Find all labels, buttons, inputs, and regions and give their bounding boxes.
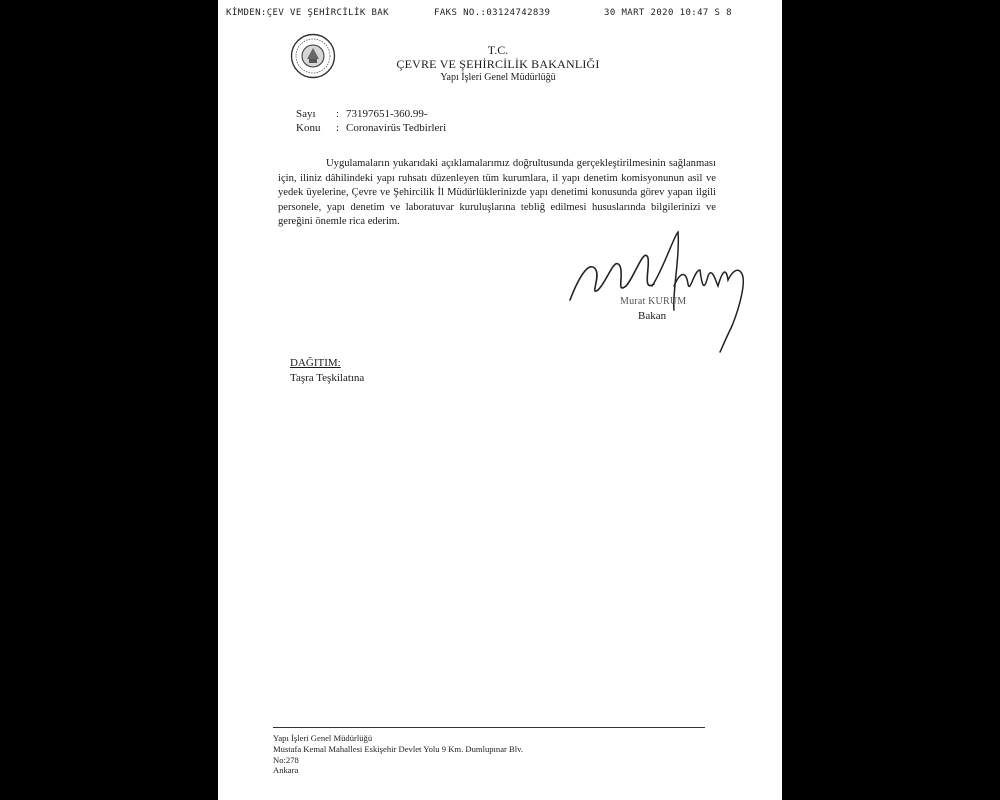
ministry-letterhead	[368, 44, 628, 84]
sayi-value: 73197651-360.99-	[346, 108, 428, 120]
footer-line-city: Ankara	[273, 765, 299, 776]
document-meta	[296, 107, 446, 135]
sayi-separator: :	[336, 108, 340, 120]
ministry-name: ÇEVRE VE ŞEHİRCİLİK BAKANLIĞI	[396, 57, 600, 71]
distribution-item: Taşra Teşkilatına	[290, 372, 365, 384]
distribution-title: DAĞITIM:	[290, 357, 341, 369]
konu-separator: :	[336, 122, 340, 134]
footer-address	[273, 733, 523, 776]
konu-value: Coronavirüs Tedbirleri	[346, 122, 447, 134]
fax-from: KİMDEN:ÇEV VE ŞEHİRCİLİK BAK	[226, 8, 389, 18]
handwritten-signature	[562, 226, 756, 358]
distribution-block	[290, 356, 364, 386]
konu-label: Konu	[296, 122, 321, 134]
sayi-row	[296, 107, 446, 121]
tc-heading: T.C.	[487, 43, 509, 57]
fax-header	[226, 8, 774, 22]
footer-line-department: Yapı İşleri Genel Müdürlüğü	[273, 733, 373, 743]
fax-number: FAKS NO.:03124742839	[434, 8, 551, 18]
konu-row	[296, 121, 446, 135]
footer-line-street: Mustafa Kemal Mahallesi Eskişehir Devlet Yolu 9 Km. Dumlupınar Blv.	[273, 743, 524, 754]
footer-line-number: No:278	[273, 754, 299, 765]
footer-divider	[273, 727, 705, 728]
document-page	[218, 0, 782, 800]
body-paragraph: Uygulamaların yukarıdaki açıklamalarımız doğrultusunda gerçekleştirilmesinin sağlanması için, iliniz dâhilindeki yapı ruhsatı düzenleyen tüm kurumlara, il yapı denetim komisyonunun asil ve yedek üyelerine, Çevre ve Şehircilik İl Müdürlüklerinizde yapı denetimi konusunda görev yapan ilgili personele, yapı denetim ve laboratuvar kuruluşlarına tebliğ edilmesi hususlarında bilgilerinizi ve gereğini önemle rica ederim.	[278, 158, 716, 227]
department-name: Yapı İşleri Genel Müdürlüğü	[440, 72, 556, 83]
sayi-label: Sayı	[296, 108, 316, 120]
fax-date-time: 30 MART 2020 10:47 S 8	[604, 8, 733, 18]
signer-name: Murat KURUM	[620, 296, 687, 307]
signer-title: Bakan	[638, 310, 667, 322]
ministry-seal-icon	[290, 33, 336, 79]
